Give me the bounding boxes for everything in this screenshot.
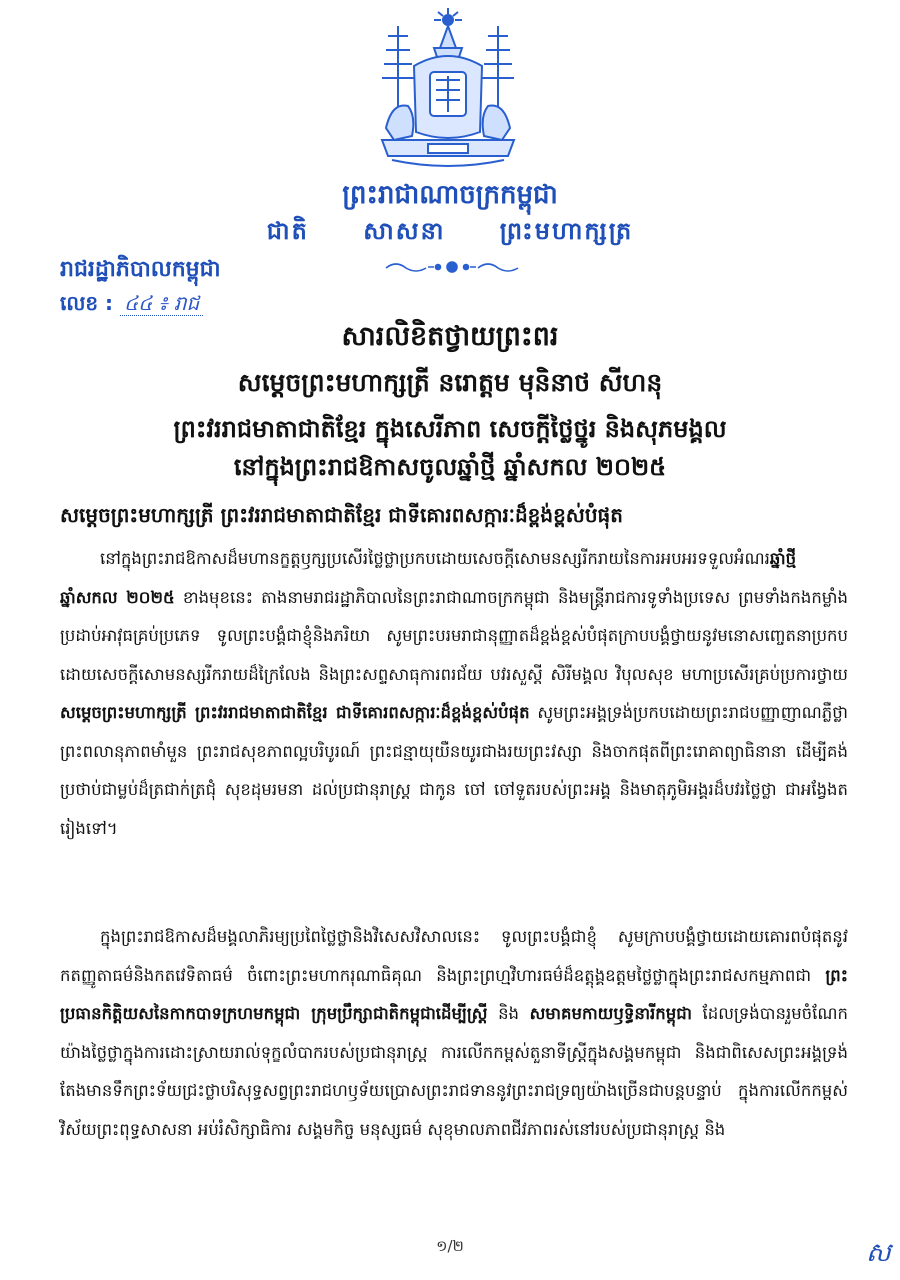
occasion-line: នៅក្នុងព្រះរាជឱកាសចូលឆ្នាំថ្មី ឆ្នាំសកល ២០២៥ — [233, 453, 667, 481]
p1-run: សូមព្រះអង្គទ្រង់ប្រកបដោយព្រះរាជបញ្ញាញាណភ្លឺថ្លា ព្រះពលានុភាពមាំមួន ព្រះរាជសុខភាពល្អបរិបូរណ៍ ព្រះជន្មាយុយឺនយូរជាងរយព្រះវស្សា និងចាកផុតពីព្រះរោគាព្យាធិនានា ដើម្បីគង់ប្រថាប់ជាម្លប់ដ៏ត្រជាក់ត្រជុំ សុខដុមរមនា ដល់ប្រជានុរាស្ត្រ ជាកូន ចៅ ចៅទួតរបស់ព្រះអង្គ និងមាតុភូមិអង្គរដ៏បវរថ្លៃថ្លា ជាអង្វែងតរៀងទៅ។ — [60, 703, 848, 838]
page-number: ១/២ — [436, 1237, 464, 1255]
royal-coat-of-arms-emblem — [368, 6, 528, 174]
motto-king: ព្រះមហាក្សត្រ — [499, 217, 634, 245]
reference-label: លេខ : — [60, 291, 114, 315]
salutation: សម្តេចព្រះមហាក្សត្រី ព្រះវររាជមាតាជាតិខ្មែរ ជាទីគោរពសក្ការៈដ៏ខ្ពង់ខ្ពស់បំផុត — [60, 503, 623, 527]
p2-run: ដែលទ្រង់បានរួមចំណែកយ៉ាងថ្លៃថ្លាក្នុងការដោះស្រាយរាល់ទុក្ខលំបាករបស់ប្រជានុរាស្ត្រ ការលើកកម្ពស់តួនាទីស្ត្រីក្នុងសង្គមកម្ពុជា និងជាពិសេសព្រះអង្គទ្រង់តែងមានទឹកព្រះទ័យជ្រះថ្លាបរិសុទ្ធសព្វព្រះរាជហឫទ័យប្រោសព្រះរាជទាននូវព្រះរាជទ្រព្យយ៉ាងច្រើនជាបន្តបន្ទាប់ ក្នុងការលើកកម្ពស់វិស័យព្រះពុទ្ធសាសនា អប់រំសិក្សាធិការ សង្គមកិច្ច មនុស្សធម៌ សុខុមាលភាពជីវភាពរស់នៅរបស់ប្រជានុរាស្ត្រ និង — [60, 1004, 849, 1139]
issuing-government: រាជរដ្ឋាភិបាលកម្ពុជា — [60, 257, 221, 282]
decorative-ornament-divider — [382, 258, 522, 276]
reference-number: ៤៤ ៖ រាជ — [120, 291, 203, 316]
p1-bold-run: សម្តេចព្រះមហាក្សត្រី ព្រះវររាជមាតាជាតិខ្មែរ ជាទីគោរពសក្ការៈដ៏ខ្ពង់ខ្ពស់បំផុត — [60, 703, 530, 722]
p2-run: និង — [487, 1004, 530, 1023]
motto-nation: ជាតិ — [266, 217, 309, 245]
document-title: សារលិខិតថ្វាយព្រះពរ — [341, 321, 559, 352]
p2-bold-run: ព្រះប្រធានកិត្តិយសនៃកាកបាទក្រហមកម្ពុជា ក្រុមប្រឹក្សាជាតិកម្ពុជាដើម្បីស្ត្រី — [60, 965, 848, 1023]
reference-number-line — [60, 290, 203, 320]
body-paragraph-2 — [60, 918, 848, 1149]
kingdom-title: ព្រះរាជាណាចក្រកម្ពុជា — [342, 180, 558, 210]
p1-run: នៅក្នុងព្រះរាជឱកាសដ៏មហានក្ខត្តឫក្សប្រសើរថ្លៃថ្លាប្រកបដោយសេចក្តីសោមនស្សរីករាយនៃការអបអរទទួលអំណរ — [100, 549, 770, 568]
p2-bold-run: សមាគមកាយឫទ្ធិនារីកម្ពុជា — [529, 1004, 692, 1023]
p2-run: ក្នុងព្រះរាជឱកាសដ៏មង្គលាភិរម្យប្រពៃថ្លៃថ្លានិងវិសេសវិសាលនេះ ទូលព្រះបង្គំជាខ្ញុំ សូមក្រាបបង្គំថ្វាយដោយគោរពបំផុតនូវកតញ្ញូតាធម៌និងកតវេទិតាធម៌ ចំពោះព្រះមហាករុណាធិគុណ និងព្រះព្រហ្មវិហារធម៌ដ៏ឧត្តុង្គឧត្តមថ្លៃថ្លាក្នុងព្រះរាជសកម្មភាពជា — [60, 927, 848, 985]
motto-religion: សាសនា — [363, 217, 446, 245]
handwritten-initial: ស — [866, 1238, 891, 1268]
national-motto — [0, 216, 900, 251]
recipient-title: ព្រះវររាជមាតាជាតិខ្មែរ ក្នុងសេរីភាព សេចក្តីថ្លៃថ្នូរ និងសុភមង្គល — [173, 415, 727, 443]
recipient-name: សម្តេចព្រះមហាក្សត្រី នរោត្តម មុនិនាថ សីហនុ — [237, 368, 663, 397]
body-paragraph-1 — [60, 540, 848, 848]
p1-bold-run: ឆ្នាំថ្មី ឆ្នាំសកល ២០២៥ — [60, 549, 797, 607]
p1-run: ខាងមុខនេះ តាងនាមរាជរដ្ឋាភិបាលនៃព្រះរាជាណាចក្រកម្ពុជា និងមន្ត្រីរាជការទូទាំងប្រទេស ព្រមទាំងកងកម្លាំងប្រដាប់អាវុធគ្រប់ប្រភេទ ទូលព្រះបង្គំជាខ្ញុំនិងភរិយា សូមព្រះបរមរាជានុញ្ញាតដ៏ខ្ពង់ខ្ពស់បំផុតក្រាបបង្គំថ្វាយនូវមនោសញ្ចេតនាប្រកបដោយសេចក្តីសោមនស្សរីករាយដ៏ក្រៃលែង និងព្រះសព្ទសាធុការពរជ័យ បវរសួស្តី សិរីមង្គល វិបុលសុខ មហាប្រសើរគ្រប់ប្រការថ្វាយ — [60, 587, 848, 684]
